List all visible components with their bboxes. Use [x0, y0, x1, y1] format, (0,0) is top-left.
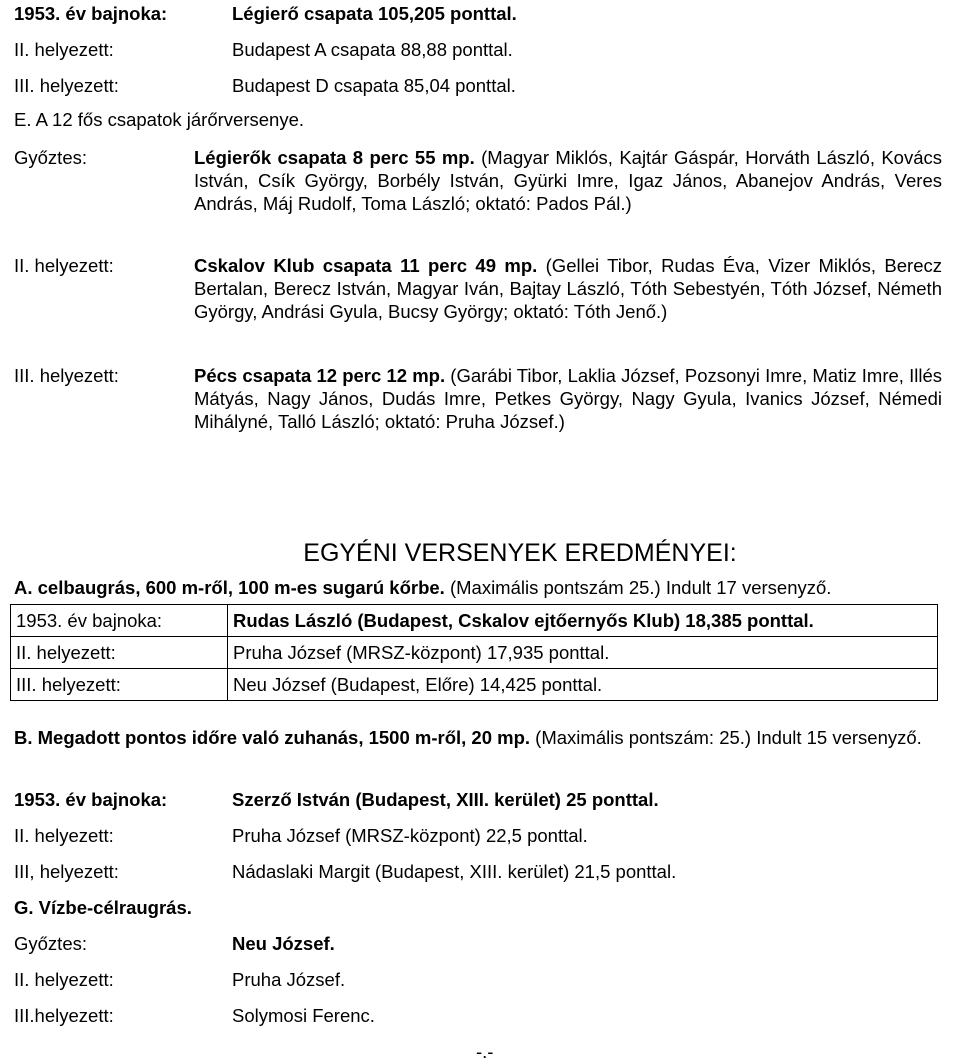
section-a-results-table	[10, 604, 938, 701]
section-a-bold: A. celbaugrás, 600 m-ről, 100 m-es sugarú kőrbe.	[14, 577, 445, 598]
table-row	[11, 637, 938, 669]
result-label: III. helyezett:	[14, 75, 119, 96]
patrol-lead: Légierők csapata 8 perc 55 mp.	[194, 147, 475, 168]
result-label: III.helyezett:	[14, 1005, 114, 1026]
result-label: II. helyezett:	[14, 969, 114, 990]
table-cell-label: II. helyezett:	[11, 637, 228, 669]
result-label: II. helyezett:	[14, 825, 114, 846]
table-cell-text: Pruha József (MRSZ-központ) 17,935 ponttal.	[228, 637, 938, 669]
section-e-title: E. A 12 fős csapatok járőrversenye.	[14, 109, 304, 130]
section-b-normal: (Maximális pontszám: 25.) Indult 15 versenyző.	[530, 727, 922, 748]
section-a-title	[14, 576, 952, 599]
patrol-paragraph	[194, 364, 942, 433]
patrol-paragraph	[194, 146, 942, 215]
section-a-normal: (Maximális pontszám 25.) Indult 17 versenyző.	[444, 577, 832, 598]
result-text: Pruha József.	[232, 969, 346, 990]
patrol-label: II. helyezett:	[14, 255, 114, 276]
table-cell-label: III. helyezett:	[11, 669, 228, 701]
result-label: 1953. év bajnoka:	[14, 3, 168, 24]
result-text: Neu József.	[232, 933, 335, 954]
individual-results-heading: EGYÉNI VERSENYEK EREDMÉNYEI:	[303, 539, 737, 567]
patrol-lead: Pécs csapata 12 perc 12 mp.	[194, 365, 446, 386]
table-cell-label: 1953. év bajnoka:	[11, 605, 228, 637]
patrol-label: Győztes:	[14, 147, 87, 168]
result-label: III, helyezett:	[14, 861, 119, 882]
table-cell-text: Rudas László (Budapest, Cskalov ejtőernyős Klub) 18,385 ponttal.	[228, 605, 938, 637]
result-text: Szerző István (Budapest, XIII. kerület) 25 ponttal.	[232, 789, 659, 810]
table-row	[11, 669, 938, 701]
result-text: Solymosi Ferenc.	[232, 1005, 375, 1026]
table-cell-text: Neu József (Budapest, Előre) 14,425 ponttal.	[228, 669, 938, 701]
patrol-members: (Gellei Tibor, Rudas Éva, Vizer Miklós, Berecz Bertalan, Berecz István, Magyar Iván, Bajtay László, Tóth Sebestyén, Tóth József, Németh György, Andrási Gyula, Bucsy György; oktató: Tóth Jenő.)	[194, 255, 943, 322]
result-text: Légierő csapata 105,205 ponttal.	[232, 3, 517, 24]
section-g-title: G. Vízbe-célraugrás.	[14, 897, 192, 918]
page-number: -.-	[476, 1041, 494, 1062]
patrol-members: (Magyar Miklós, Kajtár Gáspár, Horváth László, Kovács István, Csík György, Borbély István, Gyürki Imre, Igaz János, Abanejov András, Veres András, Máj Rudolf, Toma László; oktató: Pados Pál.)	[194, 147, 943, 214]
table-row	[11, 605, 938, 637]
section-b-bold: B. Megadott pontos időre való zuhanás, 1500 m-ről, 20 mp.	[14, 727, 531, 748]
patrol-label: III. helyezett:	[14, 365, 119, 386]
patrol-lead: Cskalov Klub csapata 11 perc 49 mp.	[194, 255, 538, 276]
section-b-title	[14, 726, 952, 749]
result-label: 1953. év bajnoka:	[14, 789, 168, 810]
result-text: Pruha József (MRSZ-központ) 22,5 ponttal.	[232, 825, 588, 846]
patrol-members: (Garábi Tibor, Laklia József, Pozsonyi Imre, Matiz Imre, Illés Mátyás, Nagy János, Dudás Imre, Petkes György, Nagy Gyula, Ivanics József, Némedi Mihályné, Talló László; oktató: Pruha József.)	[194, 365, 942, 432]
result-text: Budapest A csapata 88,88 ponttal.	[232, 39, 513, 60]
result-label: Győztes:	[14, 933, 87, 954]
result-label: II. helyezett:	[14, 39, 114, 60]
patrol-paragraph	[194, 254, 942, 323]
result-text: Budapest D csapata 85,04 ponttal.	[232, 75, 516, 96]
result-text: Nádaslaki Margit (Budapest, XIII. kerület) 21,5 ponttal.	[232, 861, 677, 882]
